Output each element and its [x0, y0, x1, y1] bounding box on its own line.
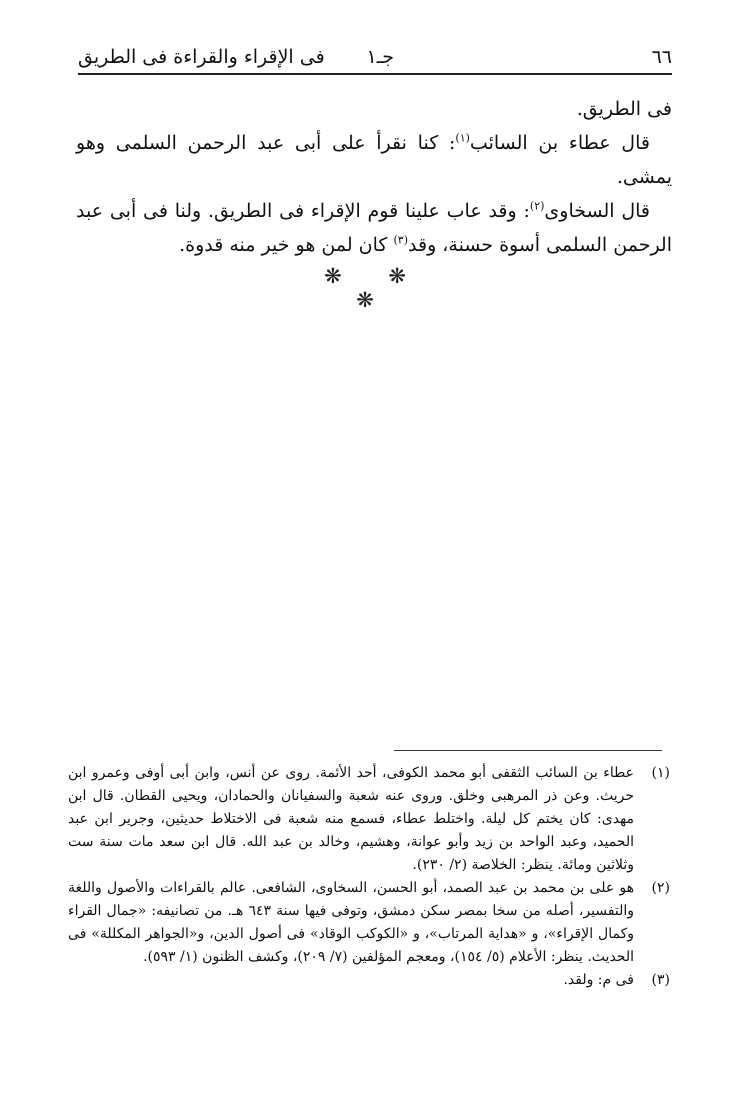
footnote-text: عطاء بن السائب الثقفى أبو محمد الكوفى، أحد الأئمة. روى عن أنس، وابن أبى أوفى وعمرو ابن حريث. وعن ذر المرهبى وخلق. وروى عنه شعبة والسفيانان والحمادان، ويحيى القطان. قال ابن مهدى: كان يختم كل ليلة. واختلط عطاء، فسمع منه شعبة فى الاختلاط حديثين، وجرير ابن عبد الحميد، وعبد الواحد بن زيد وأبو عوانة، وهشيم، وخالد بن عبد الله. قال ابن سعد مات سنة ست وثلاثين ومائة. ينظر: الخلاصة (٢/ ٢٣٠). — [68, 765, 635, 873]
running-header — [78, 42, 672, 72]
paragraph-3-start: قال السخاوى — [544, 200, 650, 222]
paragraph-2 — [76, 126, 672, 194]
chapter-title: فى الإقراء والقراءة فى الطريق — [78, 46, 325, 68]
footnote-2 — [68, 877, 674, 969]
footnote-number: (٣) — [651, 972, 670, 988]
page-number: ٦٦ — [651, 46, 672, 68]
section-separator: ❋ ❋ ❋ — [324, 264, 426, 312]
footnote-ref-1[interactable]: (١) — [455, 131, 470, 145]
paragraph-2-end: : كنا نقرأ على أبى عبد الرحمن السلمى وهو يمشى. — [76, 132, 672, 188]
footnote-3 — [68, 969, 674, 992]
main-text — [76, 92, 672, 262]
header-divider — [78, 73, 672, 75]
paragraph-1: فى الطريق. — [576, 98, 672, 120]
footnotes — [68, 762, 674, 992]
footnote-ref-3[interactable]: (٣) — [393, 233, 409, 247]
volume-label: جـ١ — [366, 46, 394, 68]
paragraph-3-end: كان لمن هو خير منه قدوة. — [179, 234, 394, 256]
footnote-1 — [68, 762, 674, 877]
paragraph-3-middle: : وقد عاب علينا قوم الإقراء فى الطريق. ولنا فى أبى عبد الرحمن السلمى أسوة حسنة، وقد — [76, 200, 672, 256]
footnote-text: فى م: ولقد. — [563, 972, 634, 988]
footnote-number: (٢) — [651, 880, 670, 896]
paragraph-3 — [76, 194, 672, 262]
paragraph-2-start: قال عطاء بن السائب — [469, 132, 650, 154]
footnote-number: (١) — [651, 765, 670, 781]
footnote-text: هو على بن محمد بن عبد الصمد، أبو الحسن، السخاوى، الشافعى. عالم بالقراءات والأصول واللغة والتفسير، أصله من سخا بمصر سكن دمشق، وتوفى فيها سنة ٦٤٣ هـ. من تصانيفه: «جمال القراء وكمال الإقراء»، و «هداية المرتاب»، و «الكوكب الوقاد» فى أصول الدين، و«الجواهر المكللة» فى الحديث. ينظر: الأعلام (٥/ ١٥٤)، ومعجم المؤلفين (٧/ ٢٠٩)، وكشف الظنون (١/ ٥٩٣). — [68, 880, 635, 965]
footnote-ref-2[interactable]: (٢) — [529, 199, 545, 213]
footnote-divider — [394, 750, 662, 751]
